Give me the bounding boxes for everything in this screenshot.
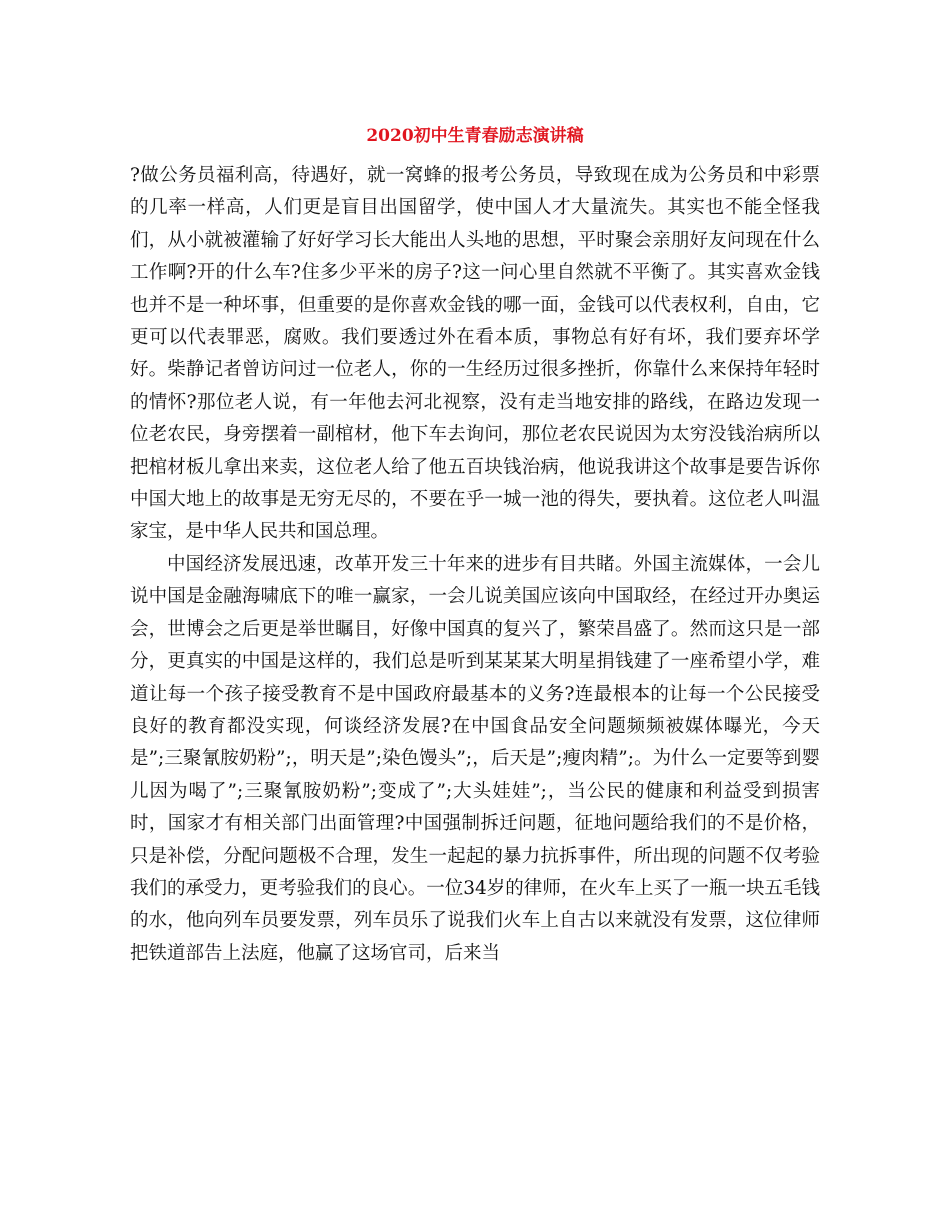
paragraph-2: 中国经济发展迅速，改革开发三十年来的进步有目共睹。外国主流媒体，一会儿说中国是金融海啸底下的唯一赢家，一会儿说美国应该向中国取经，在经过开办奥运会，世博会之后更是举世瞩目，好像中国真的复兴了，繁荣昌盛了。然而这只是一部分，更真实的中国是这样的，我们总是听到某某某大明星捐钱建了一座希望小学，难道让每一个孩子接受教育不是中国政府最基本的义务?连最根本的让每一个公民接受良好的教育都没实现，何谈经济发展?在中国食品安全问题频频被媒体曝光，今天是”;三聚氰胺奶粉”;，明天是”;染色馒头”;，后天是”;瘦肉精”;。为什么一定要等到婴儿因为喝了”;三聚氰胺奶粉”;变成了”;大头娃娃”;，当公民的健康和利益受到损害时，国家才有相关部门出面管理?中国强制拆迁问题，征地问题给我们的不是价格，只是补偿，分配问题极不合理，发生一起起的暴力抗拆事件，所出现的问题不仅考验我们的承受力，更考验我们的良心。一位34岁的律师，在火车上买了一瓶一块五毛钱的水，他向列车员要发票，列车员乐了说我们火车上自古以来就没有发票，这位律师把铁道部告上法庭，他赢了这场官司，后来当 xyxy=(130,553,820,964)
paragraph-1: ?做公务员福利高，待遇好，就一窝蜂的报考公务员，导致现在成为公务员和中彩票的几率一样高，人们更是盲目出国留学，使中国人才大量流失。其实也不能全怪我们，从小就被灌输了好好学习长大能出人头地的思想，平时聚会亲朋好友问现在什么工作啊?开的什么车?住多少平米的房子?这一问心里自然就不平衡了。其实喜欢金钱也并不是一种坏事，但重要的是你喜欢金钱的哪一面，金钱可以代表权利，自由，它更可以代表罪恶，腐败。我们要透过外在看本质，事物总有好有坏，我们要弃坏学好。柴静记者曾访问过一位老人，你的一生经历过很多挫折，你靠什么来保持年轻时的情怀?那位老人说，有一年他去河北视察，没有走当地安排的路线，在路边发现一位老农民，身旁摆着一副棺材，他下车去询问，那位老农民说因为太穷没钱治病所以把棺材板儿拿出来卖，这位老人给了他五百块钱治病，他说我讲这个故事是要告诉你中国大地上的故事是无穷无尽的，不要在乎一城一池的得失，要执着。这位老人叫温家宝，是中华人民共和国总理。 xyxy=(130,165,820,543)
document-title: 2020初中生青春励志演讲稿 xyxy=(366,126,584,146)
document-body xyxy=(130,160,820,970)
